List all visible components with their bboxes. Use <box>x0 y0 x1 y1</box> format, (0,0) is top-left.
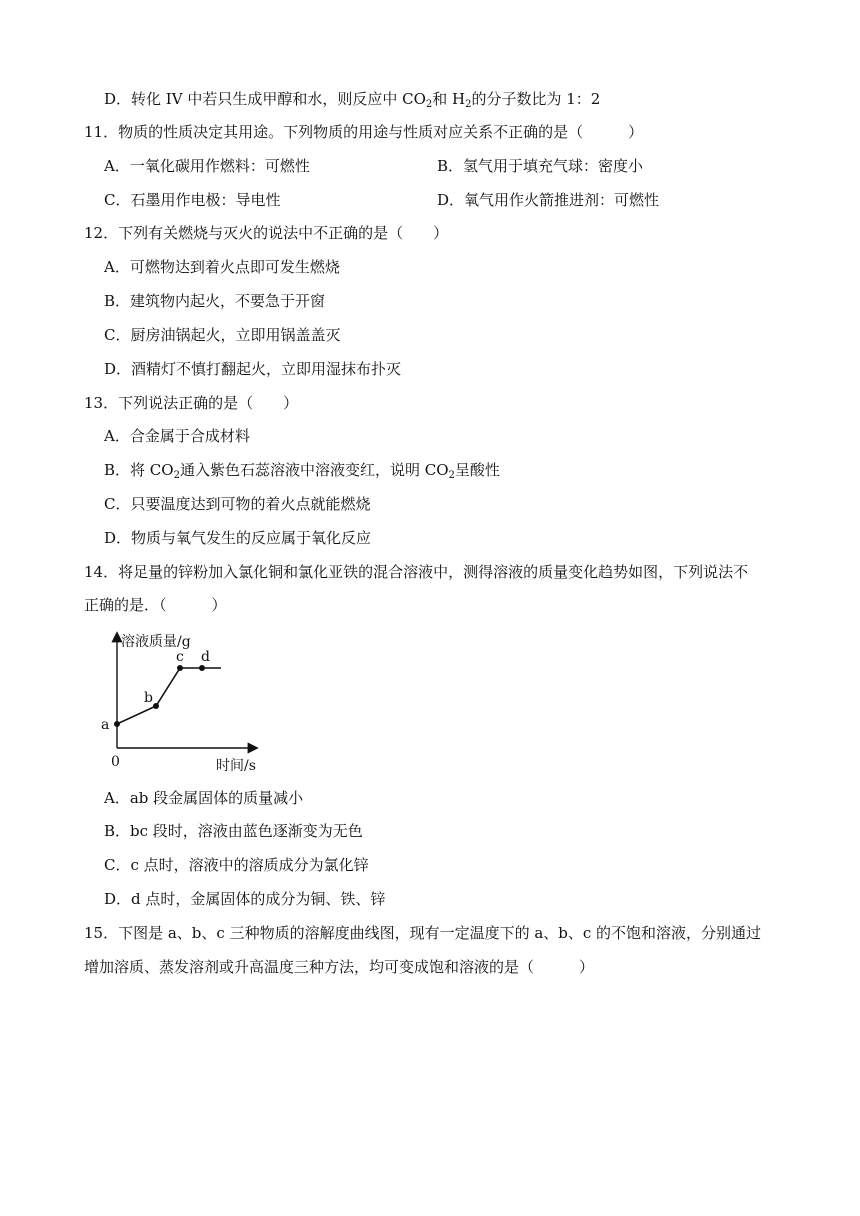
label-b: b <box>144 690 153 706</box>
origin-label: 0 <box>111 754 120 770</box>
q12-option-d: D．酒精灯不慎打翻起火，立即用湿抹布扑灭 <box>104 360 402 378</box>
q14-stem-line1: 14．将足量的锌粉加入氯化铜和氯化亚铁的混合溶液中，测得溶液的质量变化趋势如图，下列说法不 <box>84 563 749 581</box>
q13-option-a: A．合金属于合成材料 <box>104 427 250 445</box>
q11-option-a: A．一氧化碳用作燃料：可燃性 <box>104 157 310 175</box>
label-d: d <box>201 649 210 665</box>
q14-option-a: A．ab 段金属固体的质量减小 <box>104 789 304 807</box>
q12-option-c: C．厨房油锅起火，立即用锅盖盖灭 <box>104 326 341 344</box>
point-b <box>153 703 159 709</box>
q14-option-b: B．bc 段时，溶液由蓝色逐渐变为无色 <box>104 822 363 840</box>
mass-curve <box>117 668 221 724</box>
q11-option-c: C．石墨用作电极：导电性 <box>104 191 281 209</box>
q15-stem-line2: 增加溶质、蒸发溶剂或升高温度三种方法，均可变成饱和溶液的是（ ） <box>84 958 595 976</box>
q12-option-a: A．可燃物达到着火点即可发生燃烧 <box>104 258 340 276</box>
point-d <box>199 665 205 671</box>
q12-stem: 12．下列有关燃烧与灭火的说法中不正确的是（ ） <box>84 224 449 242</box>
y-axis-label: 溶液质量/g <box>121 634 191 650</box>
label-a: a <box>101 717 110 733</box>
q10-option-d: D．转化 IV 中若只生成甲醇和水，则反应中 $CO_2$和 $H_2$的分子数比为 1：2 <box>104 90 601 110</box>
q12-option-b: B．建筑物内起火，不要急于开窗 <box>104 292 326 310</box>
x-axis-label: 时间/s <box>216 758 256 774</box>
q13-stem: 13．下列说法正确的是（ ） <box>84 394 299 412</box>
q11-option-d: D．氧气用作火箭推进剂：可燃性 <box>437 191 660 209</box>
q14-option-c: C．c 点时，溶液中的溶质成分为氯化锌 <box>104 856 369 874</box>
q13-option-d: D．物质与氧气发生的反应属于氧化反应 <box>104 529 372 547</box>
q11-stem: 11．物质的性质决定其用途。下列物质的用途与性质对应关系不正确的是（ ） <box>84 123 644 141</box>
q13-option-b: B．将 $CO_2$通入紫色石蕊溶液中溶液变红，说明 $CO_2$呈酸性 <box>104 461 500 481</box>
q14-option-d: D．d 点时，金属固体的成分为铜、铁、锌 <box>104 890 386 908</box>
q15-stem-line1: 15．下图是 a、b、c 三种物质的溶解度曲线图，现有一定温度下的 a、b、c 的不饱和溶液，分别通过 <box>84 924 762 942</box>
label-c: c <box>176 649 184 665</box>
point-c <box>177 665 183 671</box>
q11-option-b: B．氢气用于填充气球：密度小 <box>437 157 644 175</box>
point-a <box>114 721 120 727</box>
q13-option-c: C．只要温度达到可物的着火点就能燃烧 <box>104 495 371 513</box>
q14-stem-line2: 正确的是．（ ） <box>84 596 227 614</box>
q14-solution-mass-graph <box>96 628 266 778</box>
